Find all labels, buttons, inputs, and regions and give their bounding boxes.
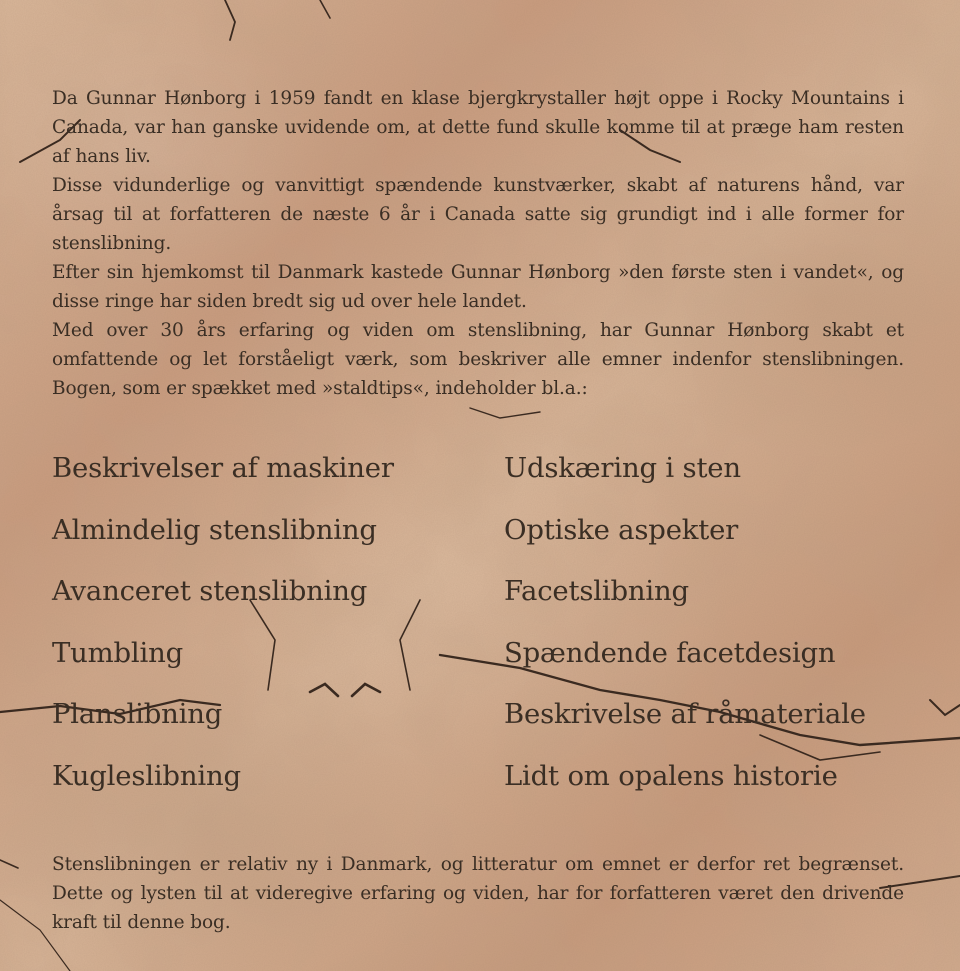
intro-paragraph: Med over 30 års erfaring og viden om stenslibning, har Gunnar Hønborg skabt et omfattende og let forståeligt værk, som beskriver alle emner indenfor stenslibningen. Bogen, som er spækket med »staldtips«, indeholder bl.a.: (52, 320, 904, 399)
topic-item: Kugleslibning (52, 759, 241, 792)
closing-text (52, 850, 904, 937)
topic-item: Lidt om opalens historie (504, 759, 838, 792)
intro-paragraph: Efter sin hjemkomst til Danmark kastede Gunnar Hønborg »den første sten i vandet«, og disse ringe har siden bredt sig ud over hele landet. (52, 262, 904, 312)
topic-item: Tumbling (52, 636, 184, 669)
topic-item: Planslibning (52, 698, 223, 730)
topic-list (52, 438, 912, 807)
topic-item: Beskrivelser af maskiner (52, 452, 394, 484)
topic-item: Spændende facetdesign (504, 636, 836, 669)
intro-paragraph: Disse vidunderlige og vanvittigt spændende kunstværker, skabt af naturens hånd, var årsag til at forfatteren de næste 6 år i Canada satte sig grundigt ind i alle former for stenslibning. (52, 175, 904, 254)
topic-item: Facetslibning (504, 575, 689, 607)
topic-item: Optiske aspekter (504, 513, 739, 546)
topic-item: Almindelig stenslibning (52, 513, 377, 546)
intro-paragraph: Da Gunnar Hønborg i 1959 fandt en klase bjergkrystaller højt oppe i Rocky Mountains i Canada, var han ganske uvidende om, at dette fund skulle komme til at præge ham resten af hans liv. (52, 88, 904, 167)
topic-item: Beskrivelse af råmateriale (504, 698, 866, 730)
topic-item: Udskæring i sten (504, 452, 741, 484)
intro-text (52, 84, 904, 403)
closing-paragraph: Stenslibningen er relativ ny i Danmark, og litteratur om emnet er derfor ret begrænset. Dette og lysten til at videregive erfaring og viden, har for forfatteren været den drivende kraft til denne bog. (52, 854, 904, 933)
topic-item: Avanceret stenslibning (52, 575, 368, 607)
